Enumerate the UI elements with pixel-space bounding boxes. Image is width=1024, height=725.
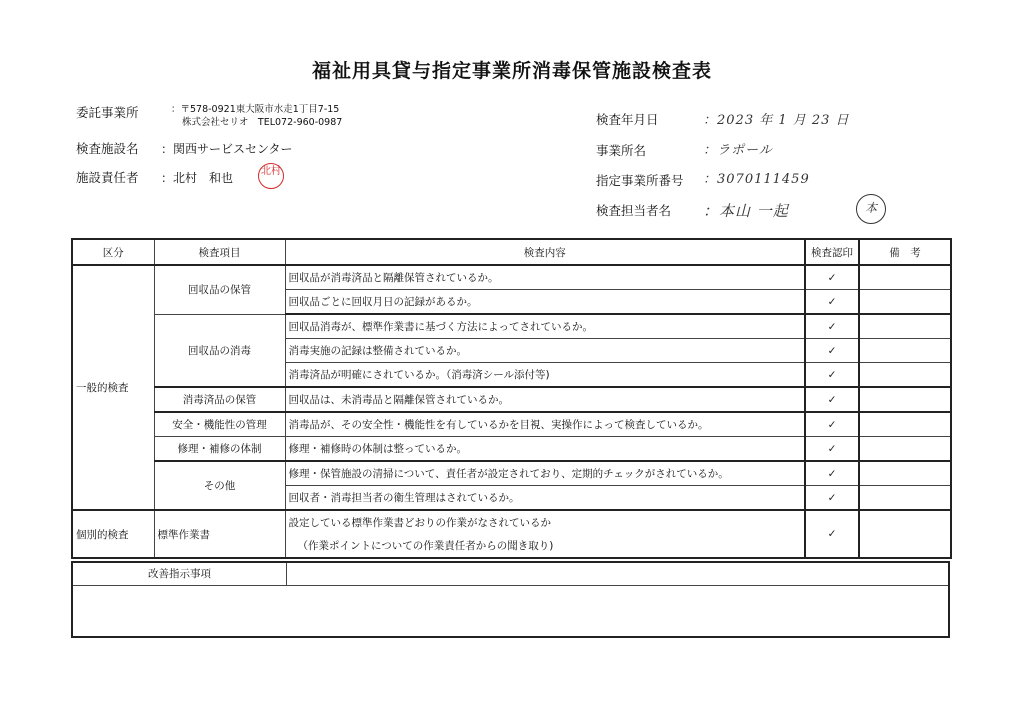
inspection-table [71, 238, 952, 559]
header-category: 区分 [72, 239, 154, 265]
table-row [72, 437, 951, 462]
row-content: 修理・保管施設の清掃について、責任者が設定されており、定期的チェックがされているか。 [285, 461, 805, 486]
row-remarks [859, 290, 951, 315]
row-content: 回収品は、未消毒品と隔離保管されているか。 [285, 387, 805, 412]
row-check-mark: ✓ [805, 510, 859, 558]
row-check-mark: ✓ [805, 314, 859, 339]
date-label: 検査年月日 [596, 112, 659, 127]
row-content: 回収品が消毒済品と隔離保管されているか。 [285, 265, 805, 290]
row-check-mark: ✓ [805, 461, 859, 486]
category-individual: 個別的検査 [72, 510, 154, 558]
manager-label: 施設責任者 [76, 170, 139, 185]
table-row [72, 510, 951, 534]
category-general: 一般的検査 [72, 265, 154, 510]
row-remarks [859, 387, 951, 412]
facility-value: ：関西サービスセンター [161, 142, 293, 156]
row-content-note: （作業ポイントについての作業責任者からの聞き取り) [285, 534, 805, 558]
inspector-label: 検査担当者名 [596, 203, 672, 218]
item-collected-disinfect: 回収品の消毒 [154, 314, 285, 387]
contractor-address-line2: 株式会社セリオ TEL072-960-0987 [182, 117, 343, 128]
row-content: 消毒済品が明確にされているか。（消毒済シール添付等) [285, 363, 805, 388]
office-number-value: ：3070111459 [703, 172, 810, 187]
table-header-row [72, 239, 951, 265]
improvement-section [71, 561, 950, 638]
manager-seal-stamp: 北村 [258, 163, 284, 189]
table-row [72, 314, 951, 339]
table-row [72, 461, 951, 486]
row-remarks [859, 510, 951, 558]
row-check-mark: ✓ [805, 363, 859, 388]
inspector-value: ：本山 一起 [703, 202, 789, 220]
office-name-label: 事業所名 [596, 143, 647, 158]
header-check: 検査認印 [805, 239, 859, 265]
page-title: 福祉用具貸与指定事業所消毒保管施設検査表 [311, 60, 712, 82]
contractor-address-line1: ：〒578-0921東大阪市水走1丁目7-15 [171, 104, 340, 115]
date-value: ：2023 年 1 月 23 日 [703, 113, 850, 128]
table-row [72, 265, 951, 290]
row-remarks [859, 265, 951, 290]
facility-label: 検査施設名 [76, 141, 139, 156]
row-check-mark: ✓ [805, 387, 859, 412]
row-remarks [859, 461, 951, 486]
header-content: 検査内容 [285, 239, 805, 265]
row-remarks [859, 437, 951, 462]
item-disinfected-storage: 消毒済品の保管 [154, 387, 285, 412]
inspector-seal-stamp: 本 [856, 194, 886, 224]
row-content: 回収品消毒が、標準作業書に基づく方法によってされているか。 [285, 314, 805, 339]
table-row [72, 412, 951, 437]
row-remarks [859, 339, 951, 363]
row-check-mark: ✓ [805, 486, 859, 511]
row-remarks [859, 486, 951, 511]
row-check-mark: ✓ [805, 265, 859, 290]
item-collected-storage: 回収品の保管 [154, 265, 285, 314]
contractor-label: 委託事業所 [76, 105, 139, 120]
row-content: 回収品ごとに回収月日の記録があるか。 [285, 290, 805, 315]
row-remarks [859, 412, 951, 437]
item-safety: 安全・機能性の管理 [154, 412, 285, 437]
row-content: 消毒実施の記録は整備されているか。 [285, 339, 805, 363]
row-content: 修理・補修時の体制は整っているか。 [285, 437, 805, 462]
office-name-value: ：ラポール [703, 143, 773, 158]
improvement-label: 改善指示事項 [73, 563, 287, 586]
row-check-mark: ✓ [805, 412, 859, 437]
item-other: その他 [154, 461, 285, 510]
row-check-mark: ✓ [805, 437, 859, 462]
item-standard: 標準作業書 [154, 510, 285, 558]
row-content: 回収者・消毒担当者の衛生管理はされているか。 [285, 486, 805, 511]
row-check-mark: ✓ [805, 290, 859, 315]
row-content: 消毒品が、その安全性・機能性を有しているかを目視、実操作によって検査しているか。 [285, 412, 805, 437]
header-item: 検査項目 [154, 239, 285, 265]
header-remarks: 備 考 [859, 239, 951, 265]
table-row [72, 387, 951, 412]
row-remarks [859, 363, 951, 388]
item-repair: 修理・補修の体制 [154, 437, 285, 462]
row-remarks [859, 314, 951, 339]
office-number-label: 指定事業所番号 [596, 173, 684, 188]
row-content: 設定している標準作業書どおりの作業がなされているか [285, 510, 805, 534]
manager-value: ：北村 和也 [161, 171, 234, 185]
row-check-mark: ✓ [805, 339, 859, 363]
